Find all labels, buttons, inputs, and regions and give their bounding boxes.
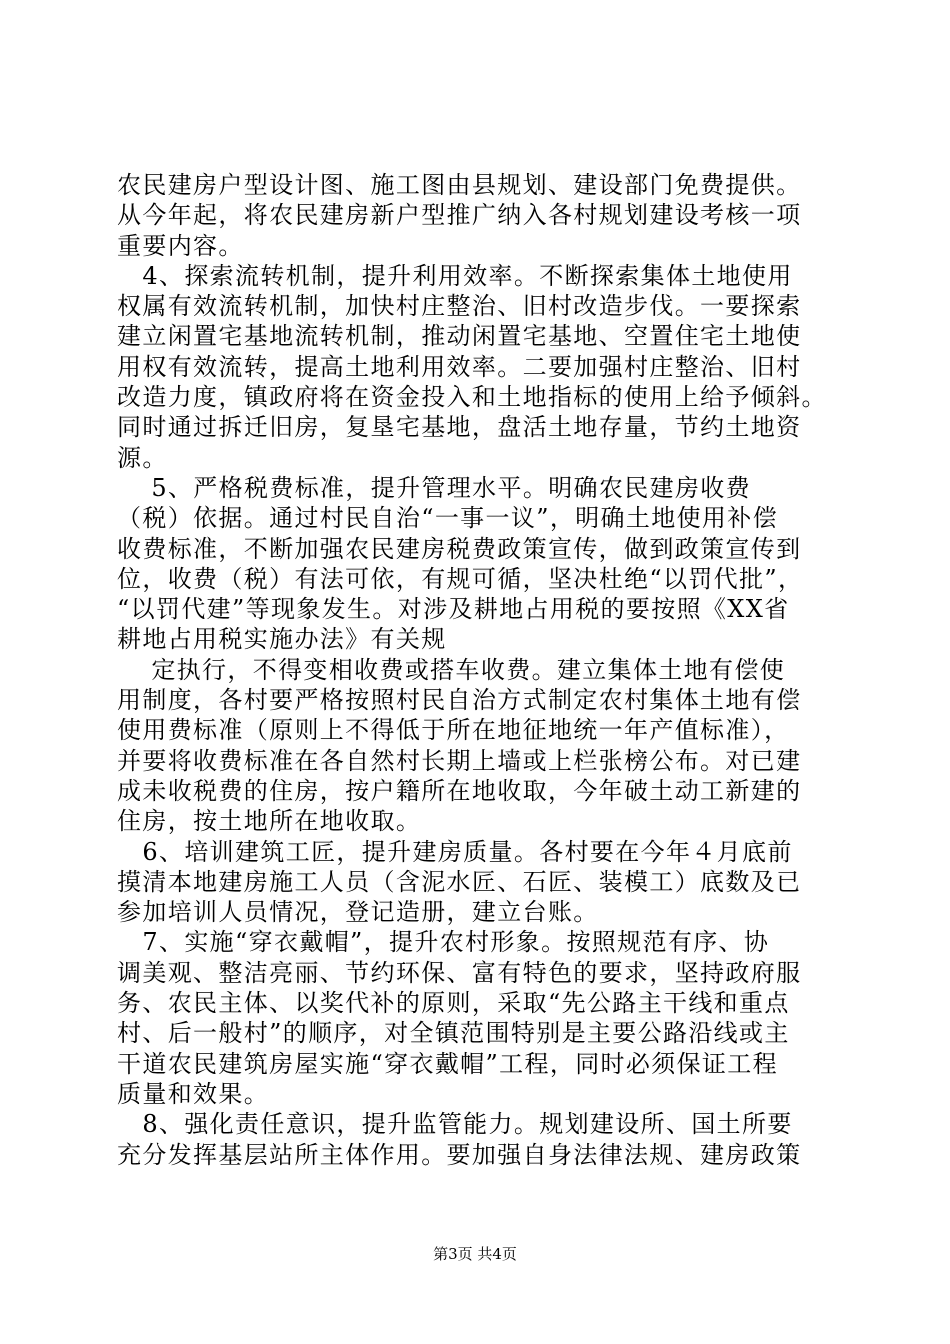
text-line: “以罚代建”等现象发生。对涉及耕地占用税的要按照《XX省 [117, 595, 790, 624]
text-line: 调美观、整洁亮丽、节约环保、富有特色的要求，坚持政府服 [117, 958, 802, 987]
text-line: 定执行，不得变相收费或搭车收费。建立集体土地有偿使 [117, 655, 786, 684]
text-line: 并要将收费标准在各自然村长期上墙或上栏张榜公布。对已建 [117, 746, 802, 775]
text-line: 充分发挥基层站所主体作用。要加强自身法律法规、建房政策 [117, 1140, 802, 1169]
text-line: 权属有效流转机制，加快村庄整治、旧村改造步伐。一要探索 [117, 292, 802, 321]
text-line: 从今年起，将农民建房新户型推广纳入各村规划建设考核一项 [117, 201, 802, 230]
text-line: 重要内容。 [117, 231, 244, 260]
text-line: 用权有效流转，提高土地利用效率。二要加强村庄整治、旧村 [117, 352, 802, 381]
text-line: 住房，按土地所在地收取。 [117, 807, 422, 836]
text-line: 同时通过拆迁旧房，复垦宅基地，盘活土地存量，节约土地资 [117, 413, 802, 442]
text-line: 农民建房户型设计图、施工图由县规划、建设部门免费提供。 [117, 171, 802, 199]
text-line: 源。 [117, 443, 168, 472]
text-line: 参加培训人员情况，登记造册，建立台账。 [117, 898, 599, 927]
text-line: 5、严格税费标准，提升管理水平。明确农民建房收费 [117, 473, 751, 502]
text-line: 质量和效果。 [117, 1079, 270, 1108]
document-body [117, 170, 831, 1170]
text-line: 村、后一般村”的顺序，对全镇范围特别是主要公路沿线或主 [117, 1019, 790, 1048]
text-line: 改造力度，镇政府将在资金投入和土地指标的使用上给予倾斜。 [117, 383, 827, 412]
text-line: 建立闲置宅基地流转机制，推动闲置宅基地、空置住宅土地使 [117, 322, 802, 351]
text-line: （税）依据。通过村民自治“一事一议”，明确土地使用补偿 [117, 504, 778, 533]
text-line: 位，收费（税）有法可依，有规可循，坚决杜绝“以罚代批”， [117, 564, 804, 593]
text-line: 6、培训建筑工匠，提升建房质量。各村要在今年４月底前 [117, 837, 793, 866]
text-line: 干道农民建筑房屋实施“穿衣戴帽”工程，同时必须保证工程 [117, 1049, 778, 1078]
text-line: 收费标准，不断加强农民建房税费政策宣传，做到政策宣传到 [117, 534, 802, 563]
text-line: 4、探索流转机制，提升利用效率。不断探索集体土地使用 [117, 261, 793, 290]
text-line: 用制度，各村要严格按照村民自治方式制定农村集体土地有偿 [117, 686, 802, 715]
text-line: 8、强化责任意识，提升监管能力。规划建设所、国土所要 [117, 1110, 793, 1139]
text-line: 摸清本地建房施工人员（含泥水匠、石匠、装模工）底数及已 [117, 867, 802, 896]
page-footer: 第3页 共4页 [433, 1245, 517, 1263]
text-line: 使用费标准（原则上不得低于所在地征地统一年产值标准）， [117, 716, 790, 745]
text-line: 务、农民主体、以奖代补的原则，采取“先公路主干线和重点 [117, 989, 790, 1018]
text-line: 7、实施“穿衣戴帽”，提升农村形象。按照规范有序、协 [117, 928, 770, 957]
text-line: 成未收税费的住房，按户籍所在地收取，今年破土动工新建的 [117, 776, 802, 805]
text-line: 耕地占用税实施办法》有关规 [117, 625, 447, 654]
